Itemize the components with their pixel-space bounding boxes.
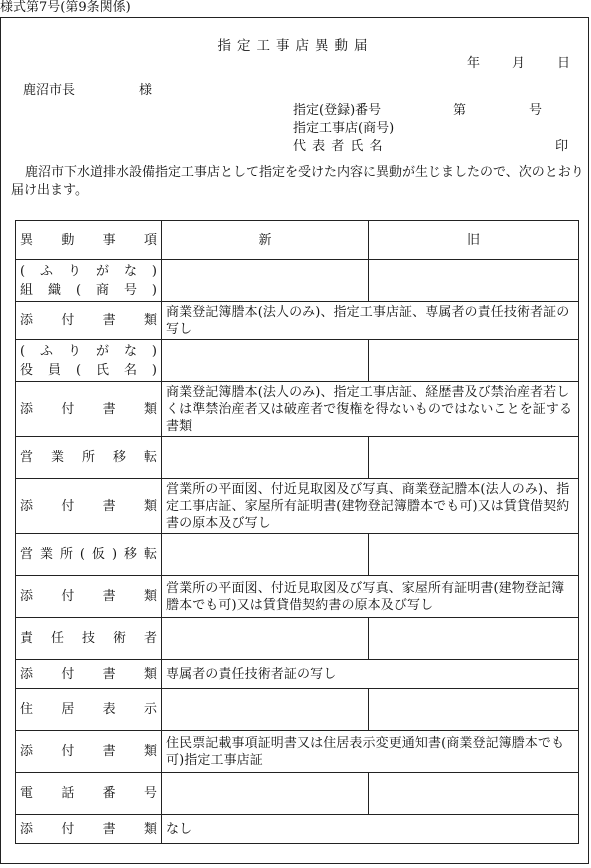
row-label-main: 組織(商号): [20, 282, 157, 298]
attachment-documents: 営業所の平面図、付近見取図及び写真、家屋所有証明書(建物登記簿謄本でも可)又は賃貸借契約書の原本及び写し: [162, 576, 579, 618]
attachment-documents: 専属者の責任技術者証の写し: [162, 660, 579, 689]
new-value-cell[interactable]: [162, 534, 369, 576]
table-row: [16, 815, 579, 844]
row-label: 営業所(仮)移転: [16, 534, 162, 576]
row-label: [16, 260, 162, 302]
attachment-documents: なし: [162, 815, 579, 844]
row-label: 責任技術者: [16, 618, 162, 660]
old-value-cell[interactable]: [369, 340, 579, 382]
row-label: 電話番号: [16, 773, 162, 815]
table-row: [16, 534, 579, 576]
table-row: [16, 479, 579, 534]
date-month: 月: [512, 56, 526, 71]
row-label-furigana: (ふりがな): [20, 343, 157, 359]
representative-row: [293, 138, 569, 156]
attachment-label: 添付書類: [16, 660, 162, 689]
table-row: [16, 660, 579, 689]
form-title: 指定工事店異動届: [217, 38, 374, 54]
attachment-label: 添付書類: [16, 576, 162, 618]
date-year: 年: [467, 56, 481, 71]
header-old: 旧: [369, 221, 579, 260]
table-row: [16, 260, 579, 302]
table-row: [16, 773, 579, 815]
old-value-cell[interactable]: [369, 437, 579, 479]
changes-table: [15, 220, 579, 844]
header-item: 異 動 事 項: [16, 221, 162, 260]
attachment-documents: 商業登記簿謄本(法人のみ)、指定工事店証、専属者の責任技術者証の写し: [162, 302, 579, 340]
table-row: [16, 731, 579, 773]
row-label-main: 役員(氏名): [20, 362, 157, 378]
attachment-label: 添付書類: [16, 479, 162, 534]
shop-name-row: [293, 120, 394, 138]
row-label: [16, 340, 162, 382]
old-value-cell[interactable]: [369, 773, 579, 815]
table-header-row: [16, 221, 579, 260]
table-row: [16, 437, 579, 479]
old-value-cell[interactable]: [369, 260, 579, 302]
addressee: 鹿沼市長: [23, 83, 76, 98]
registration-number-label: 指定(登録)番号: [293, 103, 382, 118]
old-value-cell[interactable]: [369, 618, 579, 660]
attachment-label: 添付書類: [16, 302, 162, 340]
table-row: [16, 382, 579, 437]
attachment-documents: 営業所の平面図、付近見取図及び写真、商業登記謄本(法人のみ)、指定工事店証、家屋所有証明書(建物登記簿謄本でも可)又は賃貸借契約書の原本及び写し: [162, 479, 579, 534]
attachment-label: 添付書類: [16, 815, 162, 844]
seal-mark: 印: [555, 139, 569, 154]
registration-go: 号: [529, 103, 543, 118]
new-value-cell[interactable]: [162, 340, 369, 382]
representative-label: 代 表 者 氏 名: [293, 139, 384, 154]
intro-text: 鹿沼市下水道排水設備指定工事店として指定を受けた内容に異動が生じましたので、次のとおり届け出ます。: [11, 165, 584, 198]
new-value-cell[interactable]: [162, 773, 369, 815]
new-value-cell[interactable]: [162, 260, 369, 302]
attachment-label: 添付書類: [16, 731, 162, 773]
row-label-furigana: (ふりがな): [20, 263, 157, 279]
table-row: [16, 618, 579, 660]
date-day: 日: [557, 56, 571, 71]
new-value-cell[interactable]: [162, 437, 369, 479]
attachment-documents: 住民票記載事項証明書又は住居表示変更通知書(商業登記簿謄本でも可)指定工事店証: [162, 731, 579, 773]
new-value-cell[interactable]: [162, 618, 369, 660]
table-row: [16, 340, 579, 382]
old-value-cell[interactable]: [369, 689, 579, 731]
new-value-cell[interactable]: [162, 689, 369, 731]
honorific: 様: [139, 83, 153, 98]
applicant-block: [293, 102, 569, 156]
table-row: [16, 302, 579, 340]
form-number: 様式第7号(第9条関係): [0, 0, 131, 15]
registration-number-row: [293, 102, 543, 120]
attachment-label: 添付書類: [16, 382, 162, 437]
date-line: [467, 55, 570, 72]
table-row: [16, 576, 579, 618]
row-label: 住居表示: [16, 689, 162, 731]
attachment-documents: 商業登記簿謄本(法人のみ)、指定工事店証、経歴書及び禁治産者若しくは準禁治産者又は破産者で復権を得ないものではないことを証する書類: [162, 382, 579, 437]
header-new: 新: [162, 221, 369, 260]
row-label: 営業所移転: [16, 437, 162, 479]
table-row: [16, 689, 579, 731]
shop-name-label: 指定工事店(商号): [293, 121, 395, 136]
form-frame: [0, 17, 589, 864]
registration-dai: 第: [453, 103, 467, 118]
old-value-cell[interactable]: [369, 534, 579, 576]
